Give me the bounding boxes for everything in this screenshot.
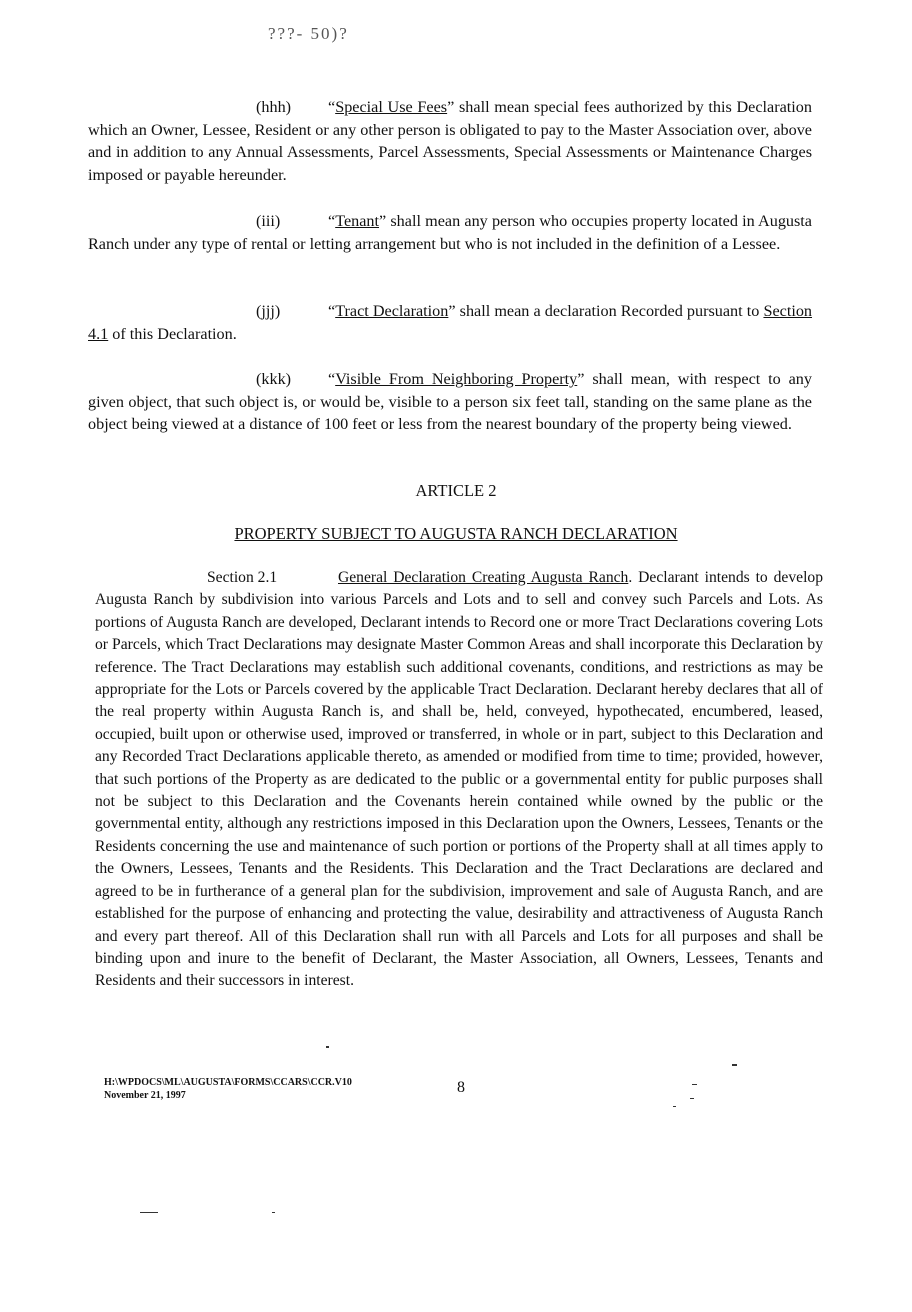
definition-text: shall mean special fees authorized by this Declaration which an Owner, Lessee, Resident or any other person is obligated to pay to the Master Association over, above and in addition to any Annual Assessments, Parcel Assessments, Special Assessments or Maintenance Charges imposed or payable hereunder. bbox=[88, 98, 812, 184]
scan-speck bbox=[326, 1046, 329, 1048]
page-number: 8 bbox=[457, 1079, 465, 1096]
footer-date: November 21, 1997 bbox=[104, 1090, 186, 1101]
section-text: . Declarant intends to develop Augusta Ranch by subdivision into various Parcels and Lots and to sell and convey such Parcels and Lots. As portions of Augusta Ranch are developed, Declarant intends to Record one or more Tract Declarations covering Lots or Parcels, which Tract Declarations may designate Master Common Areas and shall incorporate this Declaration by reference. The Tract Declarations may establish such additional covenants, conditions, and restrictions as may be appropriate for the Lots or Parcels covered by the applicable Tract Declaration. Declarant hereby declares that all of the real property within Augusta Ranch is, and shall be, held, conveyed, hypothecated, encumbered, leased, occupied, built upon or otherwise used, improved or transferred, in whole or in part, subject to this Declaration and any Recorded Tract Declarations applicable thereto, as amended or modified from time to time; provided, however, that such portions of the Property as are dedicated to the public or a governmental entity for public purposes shall not be subject to this Declaration and the Covenants herein contained while owned by the public or the governmental entity, although any restrictions imposed in this Declaration upon the Owners, Lessees, Tenants or the Residents concerning the use and maintenance of such portion or portions of the Property shall at all times apply to the Owners, Lessees, Tenants and the Residents. This Declaration and the Tract Declarations are declared and agreed to be in furtherance of a general plan for the subdivision, improvement and sale of Augusta Ranch, and are established for the purpose of enhancing and protecting the value, desirability and attractiveness of Augusta Ranch and every part thereof. All of this Declaration shall run with all Parcels and Lots for all purposes and shall be binding upon and inure to the benefit of Declarant, the Master Association, all Owners, Lessees, Tenants and Residents and their successors in interest. bbox=[95, 569, 823, 990]
definition-text: shall mean a declaration Recorded pursuant to bbox=[455, 302, 764, 320]
section-2-1 bbox=[95, 567, 823, 993]
article-title: ARTICLE 2 bbox=[415, 481, 497, 500]
definition-hhh: (hhh) “Special Use Fees” shall mean special fees authorized by this Declaration which an Owner, Lessee, Resident or any other person is obligated to pay to the Master Association over, above and in addition to any Annual Assessments, Parcel Assessments, Special Assessments or Maintenance Charges imposed or payable hereunder. bbox=[88, 98, 812, 184]
scan-speck bbox=[692, 1084, 697, 1085]
footer-file-path: H:\WPDOCS\ML\AUGUSTA\FORMS\CCARS\CCR.V10 bbox=[104, 1077, 352, 1088]
definition-kkk: (kkk) “Visible From Neighboring Property” shall mean, with respect to any given object, that such object is, or would be, visible to a person six feet tall, standing on the same plane as the object being viewed at a distance of 100 feet or less from the nearest boundary of the property being viewed. bbox=[88, 370, 812, 434]
scan-speck bbox=[272, 1212, 275, 1213]
footer-file-info bbox=[104, 1076, 352, 1102]
defined-term: Visible From Neighboring Property bbox=[335, 370, 578, 388]
definition-text-end: of this Declaration. bbox=[108, 324, 237, 343]
definition-jjj: (jjj) “Tract Declaration” shall mean a declaration Recorded pursuant to Section 4.1 of this Declaration. bbox=[88, 302, 813, 343]
scan-speck bbox=[673, 1106, 676, 1107]
defined-term: Tract Declaration bbox=[335, 302, 449, 320]
article-subtitle-text: PROPERTY SUBJECT TO AUGUSTA RANCH DECLARATION bbox=[234, 524, 678, 543]
scan-speck bbox=[732, 1064, 737, 1066]
section-reference: Section 4.1 bbox=[88, 302, 813, 343]
definition-number: (hhh) bbox=[256, 98, 292, 116]
document-stamp: ???- 50)? bbox=[268, 24, 349, 43]
article-subtitle bbox=[0, 524, 912, 544]
scan-speck bbox=[690, 1098, 694, 1099]
defined-term: Special Use Fees bbox=[335, 98, 448, 116]
defined-term: Tenant bbox=[335, 212, 379, 230]
definition-text: shall mean, with respect to any given object, that such object is, or would be, visible to a person six feet tall, standing on the same plane as the object being viewed at a distance of 100 feet or less from the nearest boundary of the property being viewed. bbox=[88, 370, 812, 434]
definition-number: (kkk) bbox=[256, 370, 292, 388]
section-number: Section 2.1 bbox=[207, 569, 278, 586]
section-heading: General Declaration Creating Augusta Ranch bbox=[338, 569, 629, 586]
definition-number: (jjj) bbox=[256, 302, 281, 320]
scan-speck bbox=[140, 1212, 158, 1213]
definition-iii: (iii) “Tenant” shall mean any person who occupies property located in Augusta Ranch under any type of rental or letting arrangement but who is not included in the definition of a Lessee. bbox=[88, 212, 812, 253]
definition-number: (iii) bbox=[256, 212, 281, 230]
definition-text: shall mean any person who occupies property located in Augusta Ranch under any type of rental or letting arrangement but who is not included in the definition of a Lessee. bbox=[88, 212, 812, 253]
